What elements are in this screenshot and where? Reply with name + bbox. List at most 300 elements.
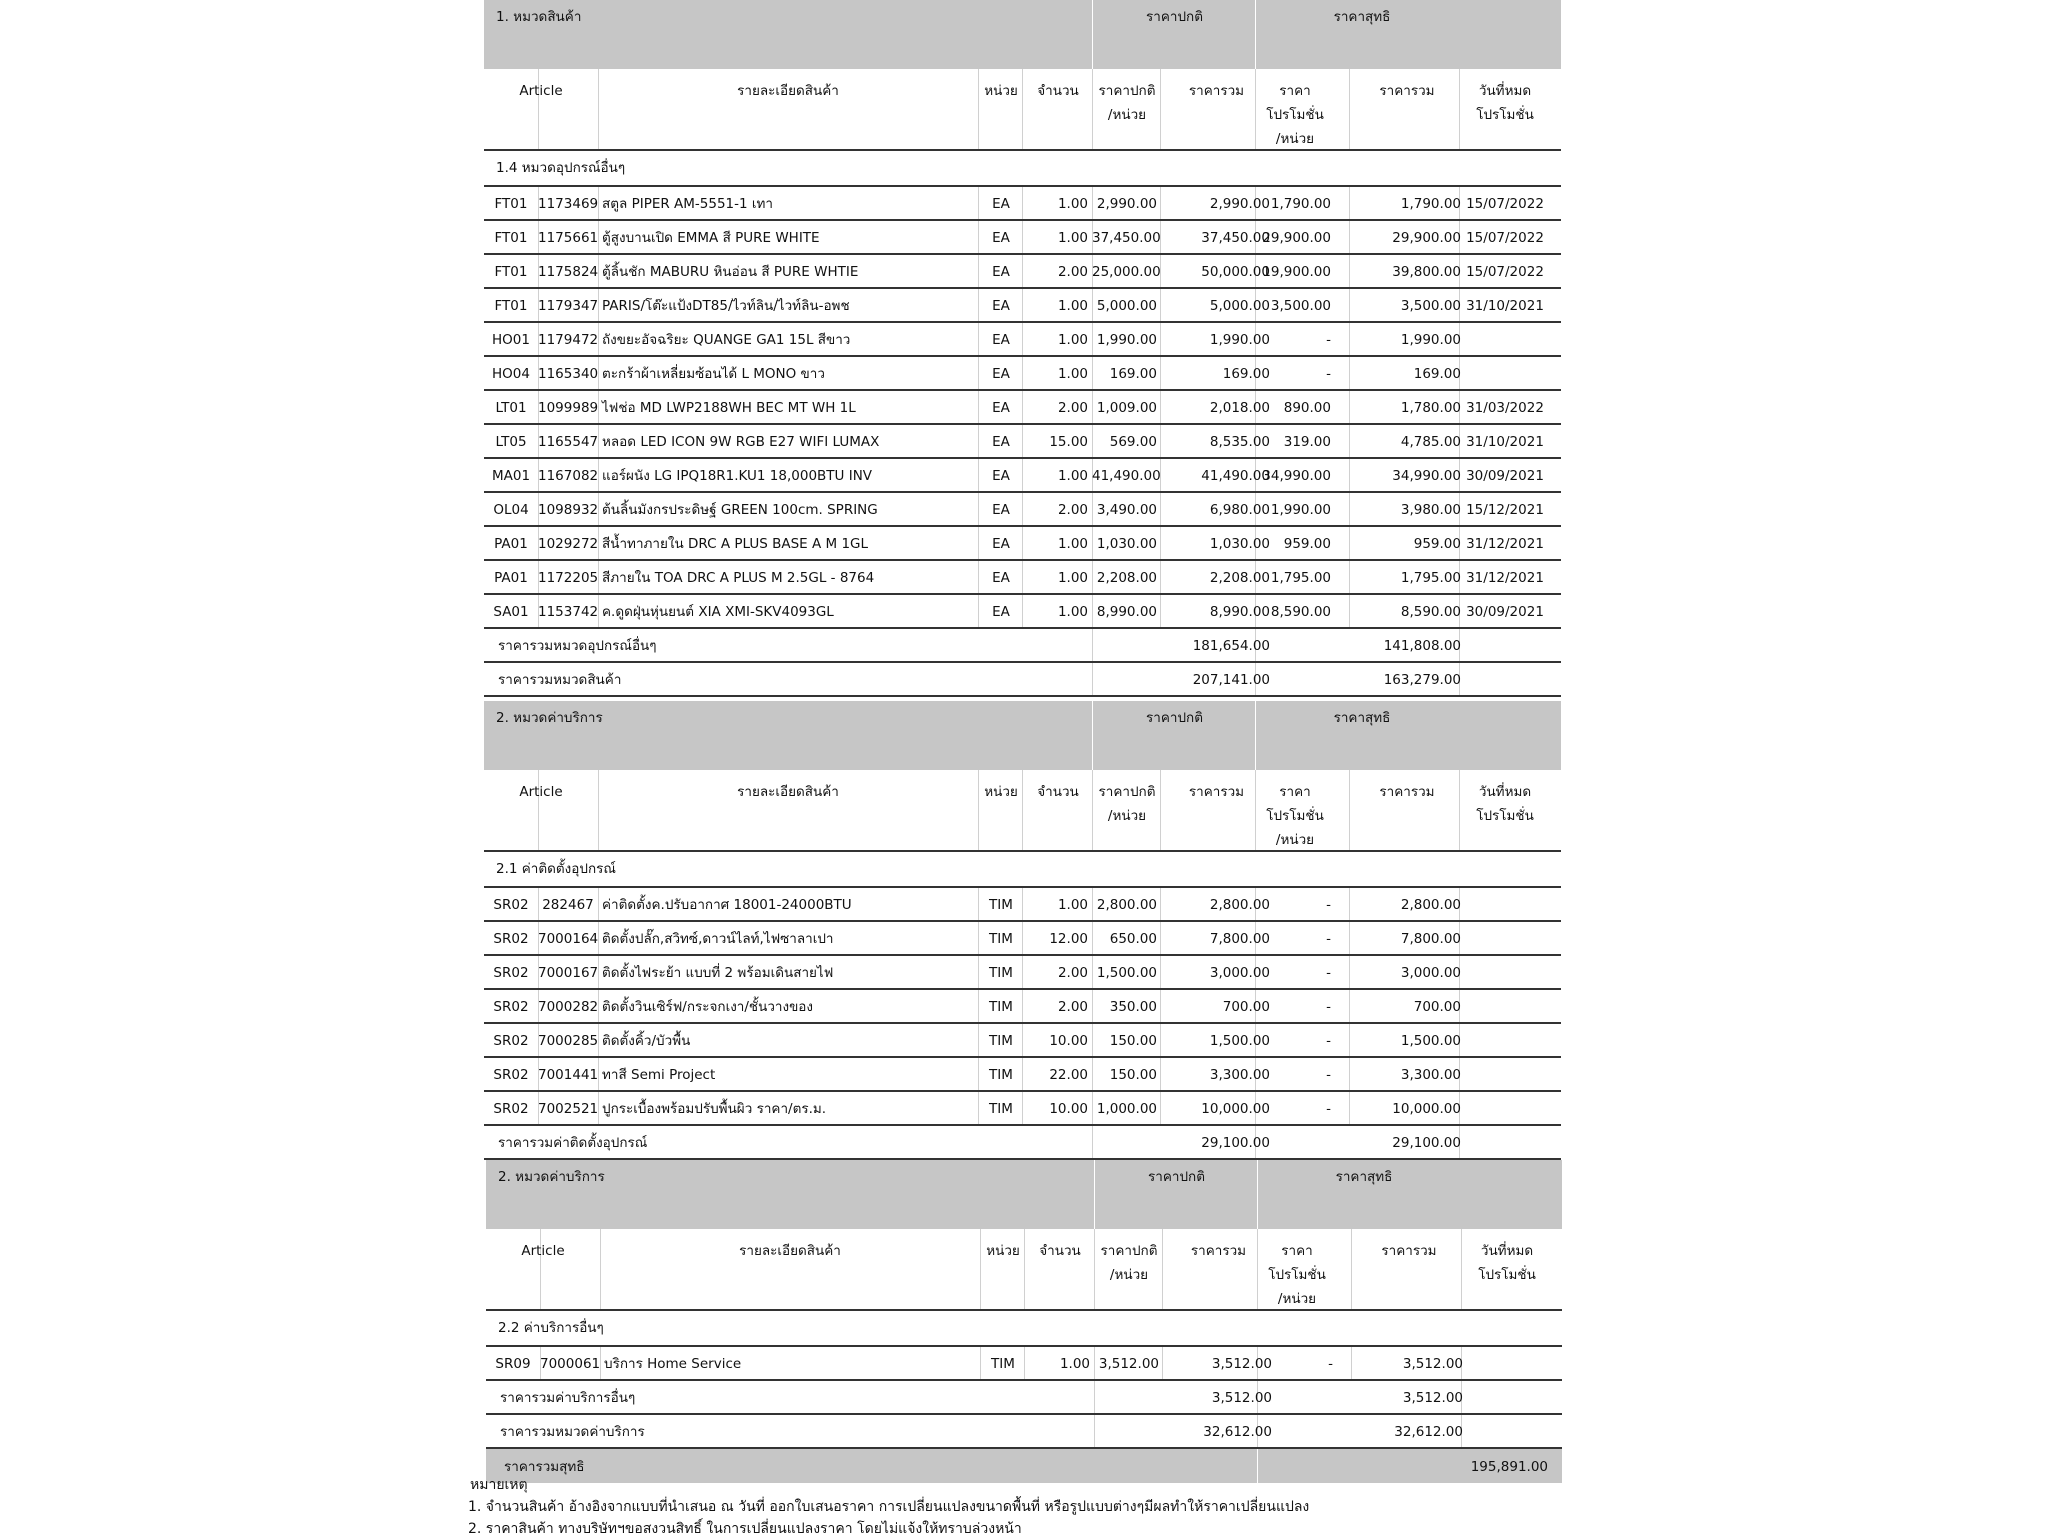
table-row <box>484 1024 1561 1058</box>
net-total-header <box>1349 79 1465 103</box>
net-total: 2,800.00 <box>1400 897 1461 913</box>
article-number: 1175661 <box>538 230 599 246</box>
promo-header-line: ราคา <box>1281 1243 1313 1259</box>
net-total: 8,590.00 <box>1400 604 1461 620</box>
item-description: ตู้สูงบานเปิด EMMA สี PURE WHITE <box>602 230 820 246</box>
notes <box>468 1474 1309 1540</box>
net-total-header-line: ราคารวม <box>1381 1243 1437 1259</box>
promo-end-date: 15/12/2021 <box>1466 502 1544 518</box>
total-price: 8,990.00 <box>1209 604 1270 620</box>
article-header-line: Article <box>519 83 563 99</box>
promo-end-date: 31/03/2022 <box>1466 400 1544 416</box>
net-total: 700.00 <box>1413 999 1461 1015</box>
unit-price: 150.00 <box>1109 1033 1157 1049</box>
promo-end-header-line: วันที่หมด <box>1480 1243 1534 1259</box>
article-header <box>484 79 598 103</box>
note-line-1: 1. จำนวนสินค้า อ้างอิงจากแบบที่นำเสนอ ณ วันที่ ออกใบเสนอราคา การเปลี่ยนแปลงขนาดพื้นที่ หรือรูปแบบต่างๆมีผลทำให้ราคาเปลี่ยนแปลง <box>468 1499 1310 1515</box>
quantity: 1.00 <box>1057 230 1088 246</box>
category-code: SR02 <box>493 1067 529 1083</box>
table-row <box>484 425 1561 459</box>
unit-price: 569.00 <box>1109 434 1157 450</box>
unit-price: 1,990.00 <box>1096 332 1157 348</box>
subtotal-net: 3,512.00 <box>1402 1390 1463 1406</box>
unit-header-line: หน่วย <box>986 1243 1020 1259</box>
regular-price-header: ราคาปกติ <box>1146 710 1203 726</box>
promo-price: - <box>1326 366 1331 382</box>
unit: EA <box>992 536 1010 552</box>
promo-price: 959.00 <box>1283 536 1331 552</box>
quantity: 2.00 <box>1057 264 1088 280</box>
promo-price: 29,900.00 <box>1262 230 1331 246</box>
item-description: ต้นลิ้นมังกรประดิษฐ์ GREEN 100cm. SPRING <box>602 502 878 518</box>
unit-price: 2,208.00 <box>1096 570 1157 586</box>
item-description: ตะกร้าผ้าเหลี่ยมซ้อนได้ L MONO ขาว <box>602 366 825 382</box>
group-title: 2.2 ค่าบริการอื่นๆ <box>498 1320 604 1336</box>
category-code: OL04 <box>493 502 529 518</box>
unit-price-header-line: /หน่วย <box>1107 808 1147 824</box>
promo-header <box>1255 780 1335 852</box>
unit-price: 37,450.00 <box>1092 230 1161 246</box>
table-row <box>484 922 1561 956</box>
item-description: สตูล PIPER AM-5551-1 เทา <box>602 196 773 212</box>
category-code: LT01 <box>495 400 527 416</box>
promo-end-header-line: โปรโมชั่น <box>1476 808 1534 824</box>
total-price: 50,000.00 <box>1201 264 1270 280</box>
subtotal-row <box>486 1381 1562 1415</box>
quantity: 1.00 <box>1057 366 1088 382</box>
table-row <box>484 888 1561 922</box>
promo-end-date: 15/07/2022 <box>1466 196 1544 212</box>
grand-total-label: ราคารวมสุทธิ <box>504 1459 585 1475</box>
section-header <box>484 701 1561 770</box>
subtotal-label: ราคารวมหมวดค่าบริการ <box>500 1424 645 1440</box>
net-total: 34,990.00 <box>1392 468 1461 484</box>
total-price: 169.00 <box>1222 366 1270 382</box>
total-header-line: ราคารวม <box>1188 83 1245 99</box>
net-total: 3,980.00 <box>1400 502 1461 518</box>
article-number: 1167082 <box>538 468 599 484</box>
quantity: 1.00 <box>1057 897 1088 913</box>
subtotal-net: 29,100.00 <box>1392 1135 1461 1151</box>
qty-header-line: จำนวน <box>1037 784 1079 800</box>
unit-price-header-line: ราคาปกติ <box>1100 1243 1158 1259</box>
category-code: SR02 <box>493 999 529 1015</box>
total-price: 41,490.00 <box>1201 468 1270 484</box>
promo-header-line: โปรโมชั่น <box>1266 808 1324 824</box>
category-code: FT01 <box>494 298 528 314</box>
total-price: 2,800.00 <box>1209 897 1270 913</box>
quantity: 1.00 <box>1057 332 1088 348</box>
unit: EA <box>992 298 1010 314</box>
table-row <box>484 1058 1561 1092</box>
article-number: 7002521 <box>538 1101 599 1117</box>
group-row <box>484 852 1561 888</box>
item-description: ถังขยะอัจฉริยะ QUANGE GA1 15L สีขาว <box>602 332 851 348</box>
total-price: 2,990.00 <box>1209 196 1270 212</box>
subtotal-row <box>484 663 1561 697</box>
detail-header-line: รายละเอียดสินค้า <box>739 1243 841 1259</box>
section-title: 1. หมวดสินค้า <box>496 9 582 25</box>
unit: EA <box>992 502 1010 518</box>
category-code: SR02 <box>493 1101 529 1117</box>
item-description: แอร์ผนัง LG IPQ18R1.KU1 18,000BTU INV <box>602 468 873 484</box>
net-total: 7,800.00 <box>1400 931 1461 947</box>
article-number: 7000061 <box>540 1356 601 1372</box>
detail-header <box>598 79 978 103</box>
promo-price: - <box>1326 1033 1331 1049</box>
unit-price: 650.00 <box>1109 931 1157 947</box>
promo-end-date: 31/10/2021 <box>1466 298 1544 314</box>
table-row <box>484 1092 1561 1126</box>
net-total: 1,990.00 <box>1400 332 1461 348</box>
category-code: MA01 <box>491 468 531 484</box>
net-total: 1,795.00 <box>1400 570 1461 586</box>
unit-price-header-line: ราคาปกติ <box>1098 784 1156 800</box>
net-total: 3,500.00 <box>1400 298 1461 314</box>
detail-header <box>600 1239 980 1263</box>
unit: EA <box>992 570 1010 586</box>
unit-price-header-line: ราคาปกติ <box>1098 83 1156 99</box>
promo-price: 19,900.00 <box>1262 264 1331 280</box>
unit-price: 1,030.00 <box>1096 536 1157 552</box>
article-number: 7000167 <box>538 965 599 981</box>
unit: TIM <box>991 1356 1015 1372</box>
article-number: 1099989 <box>538 400 599 416</box>
promo-price: - <box>1326 1067 1331 1083</box>
subtotal-label: ราคารวมค่าบริการอื่นๆ <box>500 1390 636 1406</box>
unit: EA <box>992 434 1010 450</box>
unit: TIM <box>989 1067 1013 1083</box>
category-code: FT01 <box>494 230 528 246</box>
unit-price: 8,990.00 <box>1096 604 1157 620</box>
promo-header-line: โปรโมชั่น <box>1266 107 1324 123</box>
promo-header-line: ราคา <box>1279 83 1311 99</box>
total-price: 1,990.00 <box>1209 332 1270 348</box>
promo-header-line: /หน่วย <box>1275 832 1315 848</box>
total-price: 10,000.00 <box>1201 1101 1270 1117</box>
unit-header <box>978 79 1024 103</box>
promo-price: 1,795.00 <box>1270 570 1331 586</box>
promo-end-date: 31/12/2021 <box>1466 570 1544 586</box>
article-header-line: Article <box>519 784 563 800</box>
unit-price: 2,990.00 <box>1096 196 1157 212</box>
unit: TIM <box>989 931 1013 947</box>
item-description: ทาสี Semi Project <box>602 1067 716 1083</box>
net-total: 1,780.00 <box>1400 400 1461 416</box>
item-description: PARIS/โต๊ะแป้งDT85/ไวท์ลิน/ไวท์ลิน-อพช <box>602 298 850 314</box>
total-price: 700.00 <box>1222 999 1270 1015</box>
table-row <box>484 289 1561 323</box>
unit: TIM <box>989 965 1013 981</box>
quantity: 1.00 <box>1057 570 1088 586</box>
category-code: SR02 <box>493 965 529 981</box>
table-row <box>484 527 1561 561</box>
regular-price-header: ราคาปกติ <box>1148 1169 1205 1185</box>
item-description: ค่าติดตั้งค.ปรับอากาศ 18001-24000BTU <box>602 897 852 913</box>
category-code: PA01 <box>494 570 528 586</box>
item-description: ค.ดูดฝุ่นหุ่นยนต์ XIA XMI-SKV4093GL <box>602 604 834 620</box>
unit-price: 41,490.00 <box>1092 468 1161 484</box>
section-header <box>486 1160 1562 1229</box>
section-other-services <box>486 1160 1562 1483</box>
unit: EA <box>992 230 1010 246</box>
category-code: SR02 <box>493 1033 529 1049</box>
quantity: 15.00 <box>1049 434 1088 450</box>
column-headers <box>484 770 1561 852</box>
net-total-header <box>1351 1239 1467 1263</box>
subtotal-label: ราคารวมหมวดอุปกรณ์อื่นๆ <box>498 638 657 654</box>
group-title: 2.1 ค่าติดตั้งอุปกรณ์ <box>496 861 616 877</box>
unit-price: 1,500.00 <box>1096 965 1157 981</box>
table-row <box>484 255 1561 289</box>
article-number: 1165340 <box>538 366 599 382</box>
promo-header <box>1255 79 1335 151</box>
section-header <box>484 0 1561 69</box>
item-description: ไฟช่อ MD LWP2188WH BEC MT WH 1L <box>602 400 856 416</box>
promo-end-header <box>1459 79 1551 127</box>
table-row <box>484 459 1561 493</box>
unit-price: 25,000.00 <box>1092 264 1161 280</box>
quantity: 1.00 <box>1059 1356 1090 1372</box>
total-price: 37,450.00 <box>1201 230 1270 246</box>
qty-header-line: จำนวน <box>1037 83 1079 99</box>
unit: EA <box>992 468 1010 484</box>
category-code: HO01 <box>492 332 530 348</box>
total-header-line: ราคารวม <box>1190 1243 1247 1259</box>
column-headers <box>486 1229 1562 1311</box>
item-description: สีภายใน TOA DRC A PLUS M 2.5GL - 8764 <box>602 570 875 586</box>
quantity: 12.00 <box>1049 931 1088 947</box>
total-price: 3,000.00 <box>1209 965 1270 981</box>
unit-price: 2,800.00 <box>1096 897 1157 913</box>
category-code: SR09 <box>495 1356 531 1372</box>
column-headers <box>484 69 1561 151</box>
promo-end-header-line: โปรโมชั่น <box>1476 107 1534 123</box>
quantity: 2.00 <box>1057 502 1088 518</box>
promo-end-header <box>1459 780 1551 828</box>
group-title: 1.4 หมวดอุปกรณ์อื่นๆ <box>496 160 626 176</box>
unit-price-header <box>1092 780 1162 828</box>
item-description: ติดตั้งคิ้ว/บัวพื้น <box>602 1033 691 1049</box>
promo-price: - <box>1326 1101 1331 1117</box>
article-number: 1173469 <box>538 196 599 212</box>
grand-total-value: 195,891.00 <box>1470 1459 1548 1475</box>
article-number: 282467 <box>542 897 594 913</box>
unit-price: 150.00 <box>1109 1067 1157 1083</box>
promo-price: - <box>1326 931 1331 947</box>
article-number: 7000164 <box>538 931 599 947</box>
table-row <box>484 357 1561 391</box>
article-number: 1029272 <box>538 536 599 552</box>
article-number: 1172205 <box>538 570 599 586</box>
total-price: 5,000.00 <box>1209 298 1270 314</box>
unit-price: 5,000.00 <box>1096 298 1157 314</box>
net-total-header-line: ราคารวม <box>1379 83 1435 99</box>
net-total: 959.00 <box>1413 536 1461 552</box>
net-total: 10,000.00 <box>1392 1101 1461 1117</box>
promo-price: 3,500.00 <box>1270 298 1331 314</box>
net-total: 4,785.00 <box>1400 434 1461 450</box>
promo-price: - <box>1326 965 1331 981</box>
quantity: 1.00 <box>1057 298 1088 314</box>
net-total: 1,500.00 <box>1400 1033 1461 1049</box>
unit: TIM <box>989 1033 1013 1049</box>
subtotal-row <box>484 1126 1561 1160</box>
promo-end-header <box>1461 1239 1553 1287</box>
net-total: 3,512.00 <box>1402 1356 1463 1372</box>
promo-header-line: โปรโมชั่น <box>1268 1267 1326 1283</box>
unit: EA <box>992 264 1010 280</box>
unit: EA <box>992 332 1010 348</box>
promo-price: - <box>1326 897 1331 913</box>
note-line-2: 2. ราคาสินค้า ทางบริษัทฯขอสงวนสิทธิ์ ในการเปลี่ยนแปลงราคา โดยไม่แจ้งให้ทราบล่วงหน้า <box>468 1521 1022 1537</box>
net-total: 1,790.00 <box>1400 196 1461 212</box>
table-row <box>484 323 1561 357</box>
unit-price: 3,490.00 <box>1096 502 1157 518</box>
quantity: 22.00 <box>1049 1067 1088 1083</box>
article-header <box>484 780 598 804</box>
net-price-header: ราคาสุทธิ <box>1333 9 1391 25</box>
promo-header <box>1257 1239 1337 1311</box>
promo-header-line: /หน่วย <box>1277 1291 1317 1307</box>
total-price: 3,512.00 <box>1211 1356 1272 1372</box>
subtotal-total: 207,141.00 <box>1192 672 1270 688</box>
detail-header <box>598 780 978 804</box>
regular-price-header: ราคาปกติ <box>1146 9 1203 25</box>
net-total: 3,300.00 <box>1400 1067 1461 1083</box>
unit: EA <box>992 604 1010 620</box>
unit: TIM <box>989 1101 1013 1117</box>
quantity: 1.00 <box>1057 468 1088 484</box>
subtotal-net: 141,808.00 <box>1383 638 1461 654</box>
unit-price: 3,512.00 <box>1098 1356 1159 1372</box>
net-total-header <box>1349 780 1465 804</box>
unit-price: 169.00 <box>1109 366 1157 382</box>
total-price: 7,800.00 <box>1209 931 1270 947</box>
article-header <box>486 1239 600 1263</box>
section-title: 2. หมวดค่าบริการ <box>498 1169 605 1185</box>
unit-price-header <box>1094 1239 1164 1287</box>
promo-price: 1,990.00 <box>1270 502 1331 518</box>
net-total: 29,900.00 <box>1392 230 1461 246</box>
promo-price: - <box>1328 1356 1333 1372</box>
subtotal-total: 3,512.00 <box>1211 1390 1272 1406</box>
promo-header-line: /หน่วย <box>1275 131 1315 147</box>
item-description: บริการ Home Service <box>604 1356 742 1372</box>
total-header-line: ราคารวม <box>1188 784 1245 800</box>
quantity: 2.00 <box>1057 965 1088 981</box>
table-row <box>484 493 1561 527</box>
unit-price: 1,009.00 <box>1096 400 1157 416</box>
unit-price: 350.00 <box>1109 999 1157 1015</box>
qty-header <box>1022 780 1094 804</box>
quantity: 10.00 <box>1049 1033 1088 1049</box>
item-description: ติดตั้งวินเซิร์ฟ/กระจกเงา/ชั้นวางของ <box>602 999 814 1015</box>
total-price: 1,500.00 <box>1209 1033 1270 1049</box>
subtotal-label: ราคารวมหมวดสินค้า <box>498 672 622 688</box>
promo-end-date: 15/07/2022 <box>1466 230 1544 246</box>
subtotal-total: 32,612.00 <box>1203 1424 1272 1440</box>
promo-end-header-line: โปรโมชั่น <box>1478 1267 1536 1283</box>
net-total: 39,800.00 <box>1392 264 1461 280</box>
promo-end-date: 30/09/2021 <box>1466 468 1544 484</box>
article-number: 7001441 <box>538 1067 599 1083</box>
unit: EA <box>992 196 1010 212</box>
unit: TIM <box>989 999 1013 1015</box>
quantity: 1.00 <box>1057 196 1088 212</box>
total-price: 2,208.00 <box>1209 570 1270 586</box>
subtotal-net: 32,612.00 <box>1394 1424 1463 1440</box>
item-description: สีน้ำทาภายใน DRC A PLUS BASE A M 1GL <box>602 536 869 552</box>
promo-price: 1,790.00 <box>1270 196 1331 212</box>
promo-end-date: 30/09/2021 <box>1466 604 1544 620</box>
table-row <box>484 187 1561 221</box>
subtotal-label: ราคารวมค่าติดตั้งอุปกรณ์ <box>498 1135 648 1151</box>
quantity: 2.00 <box>1057 999 1088 1015</box>
promo-price: - <box>1326 332 1331 348</box>
item-description: ติดตั้งไฟระย้า แบบที่ 2 พร้อมเดินสายไฟ <box>602 965 834 981</box>
article-number: 7000282 <box>538 999 599 1015</box>
net-price-header: ราคาสุทธิ <box>1335 1169 1393 1185</box>
category-code: HO04 <box>492 366 530 382</box>
unit-price-header <box>1092 79 1162 127</box>
promo-end-date: 15/07/2022 <box>1466 264 1544 280</box>
unit-header-line: หน่วย <box>984 83 1018 99</box>
group-row <box>484 151 1561 187</box>
total-price: 2,018.00 <box>1209 400 1270 416</box>
promo-end-header-line: วันที่หมด <box>1478 83 1532 99</box>
item-description: ปูกระเบื้องพร้อมปรับพื้นผิว ราคา/ตร.ม. <box>602 1101 827 1117</box>
quantity: 1.00 <box>1057 536 1088 552</box>
total-price: 1,030.00 <box>1209 536 1270 552</box>
section-title: 2. หมวดค่าบริการ <box>496 710 603 726</box>
net-total: 3,000.00 <box>1400 965 1461 981</box>
quantity: 1.00 <box>1057 604 1088 620</box>
article-number: 1098932 <box>538 502 599 518</box>
unit: EA <box>992 366 1010 382</box>
table-row <box>484 956 1561 990</box>
subtotal-row <box>486 1415 1562 1449</box>
article-number: 1165547 <box>538 434 599 450</box>
qty-header <box>1024 1239 1096 1263</box>
article-number: 1179347 <box>538 298 599 314</box>
qty-header <box>1022 79 1094 103</box>
promo-price: 319.00 <box>1283 434 1331 450</box>
net-total: 169.00 <box>1413 366 1461 382</box>
category-code: FT01 <box>494 264 528 280</box>
subtotal-row <box>484 629 1561 663</box>
category-code: SR02 <box>493 931 529 947</box>
unit: TIM <box>989 897 1013 913</box>
category-code: SA01 <box>493 604 529 620</box>
group-row <box>486 1311 1562 1347</box>
section-installation-services <box>484 701 1561 1160</box>
item-description: ติดตั้งปลั๊ก,สวิทซ์,ดาวน์ไลท์,ไฟซาลาเปา <box>602 931 834 947</box>
article-number: 7000285 <box>538 1033 599 1049</box>
table-row <box>484 221 1561 255</box>
item-description: หลอด LED ICON 9W RGB E27 WIFI LUMAX <box>602 434 880 450</box>
promo-price: 8,590.00 <box>1270 604 1331 620</box>
category-code: LT05 <box>495 434 527 450</box>
notes-title: หมายเหตุ <box>470 1477 528 1493</box>
promo-end-date: 31/10/2021 <box>1466 434 1544 450</box>
category-code: PA01 <box>494 536 528 552</box>
unit-price: 1,000.00 <box>1096 1101 1157 1117</box>
total-price: 6,980.00 <box>1209 502 1270 518</box>
subtotal-total: 29,100.00 <box>1201 1135 1270 1151</box>
table-row <box>484 391 1561 425</box>
net-total-header-line: ราคารวม <box>1379 784 1435 800</box>
